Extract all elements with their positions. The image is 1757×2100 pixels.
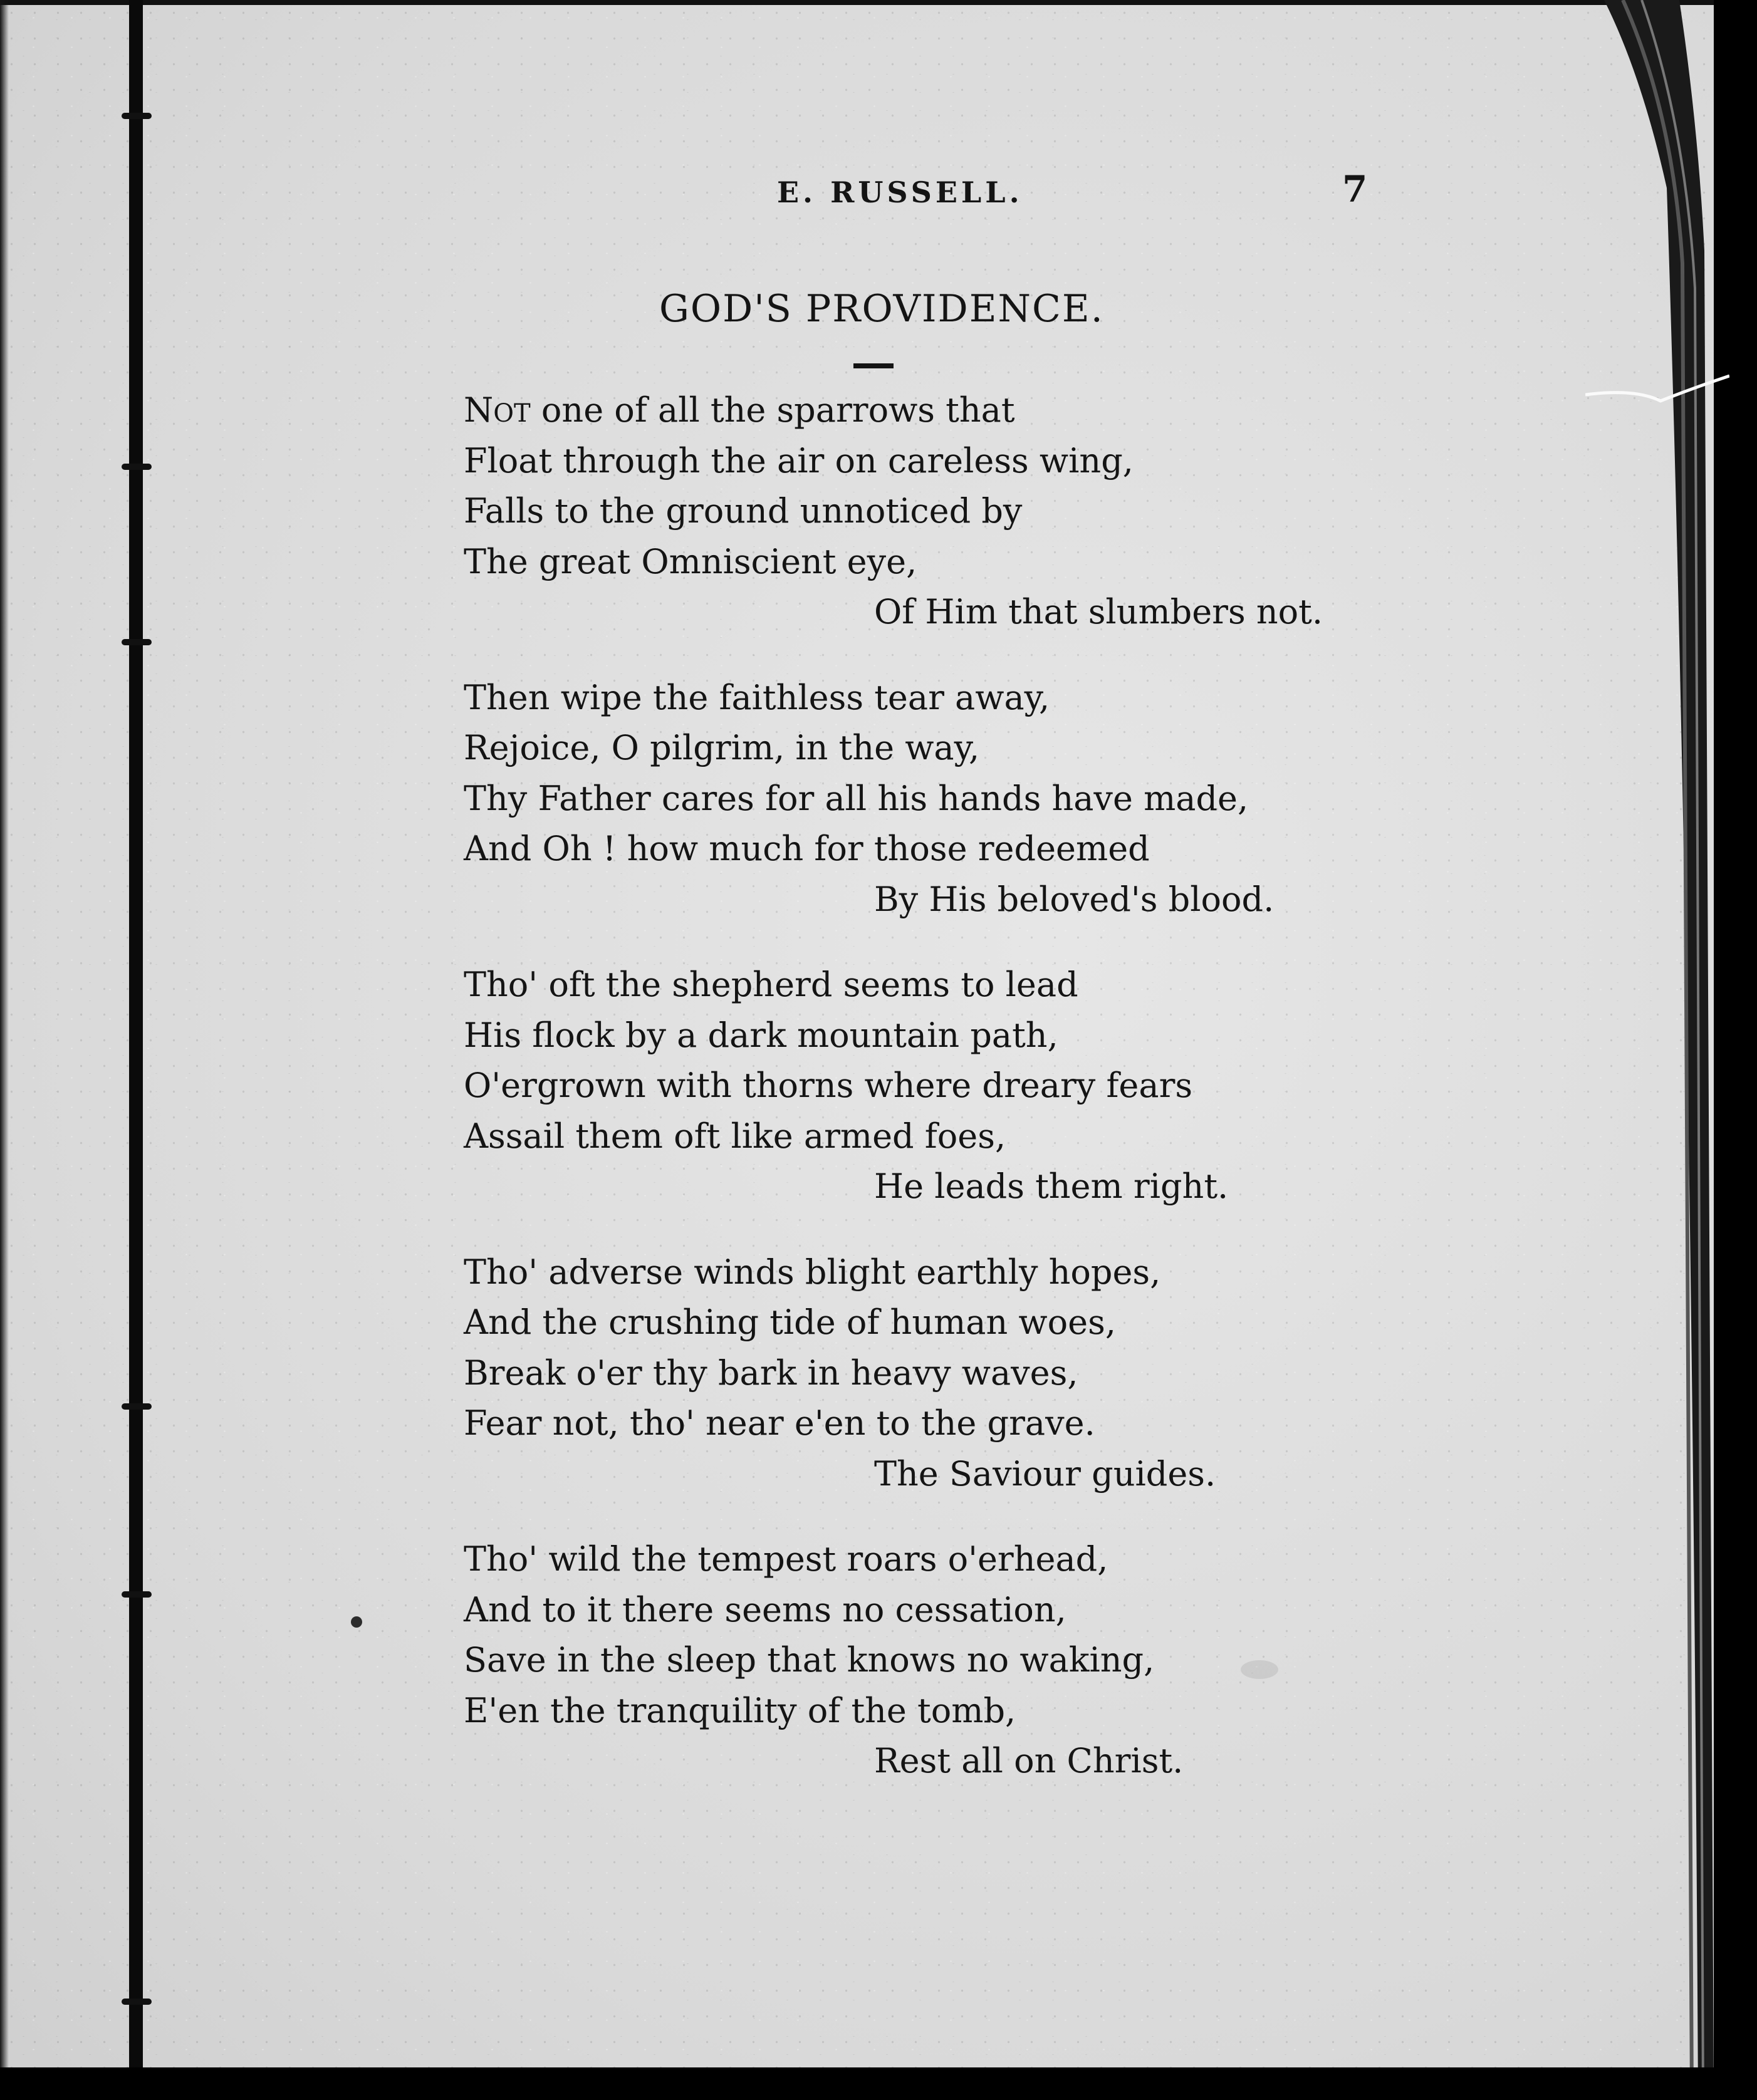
scan-bottom-border [0, 2067, 1757, 2100]
poem-line [464, 385, 1441, 436]
poem-line: And to it there seems no cessation, [464, 1589, 1066, 1630]
poem-line: Thy Father cares for all his hands have made, [464, 778, 1249, 818]
poem-line: Then wipe the faithless tear away, [464, 677, 1050, 717]
line-rest: one of all the sparrows that [530, 390, 1015, 430]
poem-title: GOD'S PROVIDENCE. [659, 287, 1104, 331]
poem-body [464, 385, 1441, 1822]
stitch-mark [122, 1591, 152, 1598]
poem-line-refrain: He leads them right. [874, 1167, 1229, 1206]
stanza [464, 1534, 1441, 1787]
page-number: 7 [1342, 168, 1368, 211]
stitch-mark [122, 639, 152, 645]
poem-line: O'ergrown with thorns where dreary fears [464, 1066, 1193, 1105]
stanza [464, 385, 1441, 638]
poem-line: E'en the tranquility of the tomb, [464, 1690, 1016, 1730]
poem-line: Rejoice, O pilgrim, in the way, [464, 728, 980, 767]
stitch-mark [122, 464, 152, 470]
scan-right-border [1714, 0, 1757, 2100]
poem-line: The great Omniscient eye, [464, 541, 917, 581]
poem-line: And the crushing tide of human woes, [464, 1302, 1117, 1342]
poem-line-refrain: The Saviour guides. [874, 1453, 1216, 1494]
poem-line: Assail them oft like armed foes, [464, 1116, 1006, 1156]
poem-line-refrain: Of Him that slumbers not. [874, 592, 1323, 632]
poem-line: Fear not, tho' near e'en to the grave. [464, 1403, 1095, 1443]
poem-line: And Oh ! how much for those redeemed [464, 829, 1150, 868]
poem-line: His flock by a dark mountain path, [464, 1015, 1058, 1055]
book-spine-stitching [129, 0, 143, 2080]
poem-line: Break o'er thy bark in heavy waves, [464, 1353, 1078, 1393]
stanza [464, 1247, 1441, 1500]
small-caps-word: OT [493, 399, 531, 428]
scan-top-border [0, 0, 1757, 5]
page-edge-shadow [1604, 0, 1723, 2100]
poem-line: Tho' oft the shepherd seems to lead [464, 965, 1078, 1004]
stitch-mark [122, 113, 152, 119]
stanza [464, 673, 1441, 925]
binding-shadow [0, 0, 9, 2100]
poem-line: Float through the air on careless wing, [464, 440, 1134, 481]
running-head: E. RUSSELL. [777, 175, 1023, 209]
stanza [464, 960, 1441, 1212]
stitch-mark [122, 1999, 152, 2005]
poem-line: Tho' adverse winds blight earthly hopes, [464, 1252, 1161, 1292]
poem-line-refrain: By His beloved's blood. [874, 879, 1275, 919]
paper-scratch [1585, 370, 1729, 407]
ink-dot [351, 1616, 362, 1628]
poem-line-refrain: Rest all on Christ. [874, 1741, 1184, 1780]
poem-line: Save in the sleep that knows no waking, [464, 1640, 1155, 1680]
drop-letter: N [464, 390, 494, 430]
stitch-mark [122, 1403, 152, 1410]
poem-line: Falls to the ground unnoticed by [464, 491, 1023, 531]
title-rule [853, 363, 894, 368]
poem-line: Tho' wild the tempest roars o'erhead, [464, 1539, 1108, 1579]
